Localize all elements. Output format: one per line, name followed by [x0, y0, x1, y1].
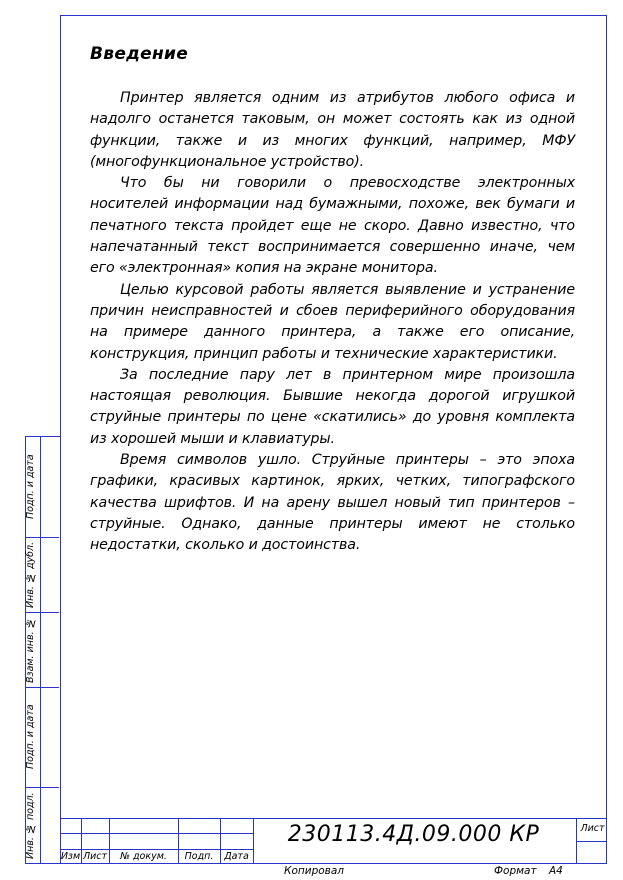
body-text: [90, 88, 575, 557]
paragraph: Что бы ни говорили о превосходстве электронных носителей информации над бумажными, похоже, век бумаги и печатного текста пройдет еще не скоро. Давно известно, что напечатанный текст воспринимается совершенно иначе, чем его «электронная» копия на экране монитора.: [90, 175, 575, 277]
copied-label: Копировал: [284, 865, 344, 877]
format-value: А4: [549, 865, 563, 877]
paragraph: За последние пару лет в принтерном мире произошла настоящая революция. Бывшие некогда дорогой игрушкой струйные принтеры по цене «скатились» до уровня комплекта из хорошей мыши и клавиатуры.: [90, 366, 575, 447]
sheet-label: Лист: [580, 823, 605, 834]
col-label-sheet: Лист: [82, 851, 108, 862]
strip-label-orig-inv: Инв. № подл.: [25, 792, 36, 860]
format-label: Формат: [494, 865, 537, 877]
col-label-change: Изм: [60, 851, 81, 862]
strip-label-sign-date: Подп. и дата: [25, 454, 36, 520]
section-heading: Введение: [90, 44, 189, 64]
col-label-signature: Подп.: [184, 851, 214, 862]
strip-label-dup-inv: Инв. № дубл.: [25, 541, 36, 609]
strip-label-replace-inv: Взам. инв. №: [25, 617, 36, 683]
paragraph: Принтер является одним из атрибутов любого офиса и надолго останется таковым, он может состоять как из одной функции, также и из многих функций, например, МФУ (многофункциональное устройство).: [90, 90, 575, 170]
col-label-doc-number: № докум.: [120, 851, 167, 862]
col-label-date: Дата: [224, 851, 249, 862]
document-number: 230113.4Д.09.000 КР: [287, 822, 540, 847]
paragraph: Целью курсовой работы является выявление и устранение причин неисправностей и сбоев периферийного оборудования на примере данного принтера, а также его описание, конструкция, принцип работы и технические характеристики.: [90, 281, 575, 362]
paragraph: Время символов ушло. Струйные принтеры – это эпоха графики, красивых картинок, ярких, четких, типографского качества шрифтов. И на арену вышел новый тип принтеров – струйные. Однако, данные принтеры имеют не столько недостатки, сколько и достоинства.: [90, 452, 575, 554]
strip-label-sign-date-2: Подп. и дата: [25, 704, 36, 770]
binding-strip: [25, 436, 60, 864]
